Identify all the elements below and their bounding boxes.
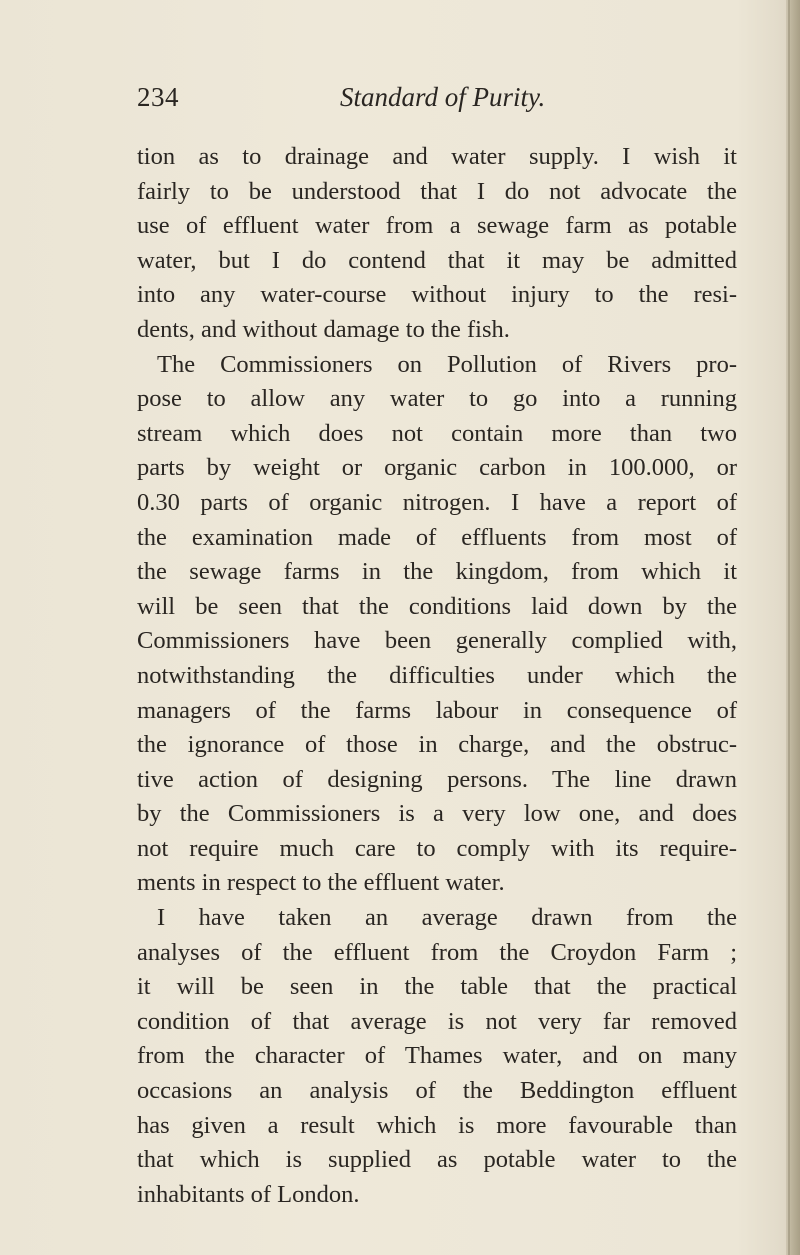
text-line: use of effluent water from a sewage farm as potable <box>137 212 737 240</box>
text-line: by the Commissioners is a very low one, and does <box>137 800 737 828</box>
text-line: parts by weight or organic carbon in 100.000, or <box>137 454 737 482</box>
text-line: into any water-course without injury to the resi- <box>137 281 737 309</box>
text-line: I have taken an average drawn from the <box>157 904 737 932</box>
text-line: not require much care to comply with its require- <box>137 834 737 862</box>
text-line: Commissioners have been generally complied with, <box>137 627 737 655</box>
text-line: it will be seen in the table that the practical <box>137 973 737 1001</box>
text-line: managers of the farms labour in consequence of <box>137 696 737 724</box>
paragraph <box>137 140 737 348</box>
text-line: notwithstanding the difficulties under which the <box>137 661 737 689</box>
text-line: fairly to be understood that I do not advocate the <box>137 177 737 205</box>
text-line: that which is supplied as potable water to the <box>137 1146 737 1174</box>
text-line: ments in respect to the effluent water. <box>137 869 505 897</box>
running-head <box>137 82 737 122</box>
body-text <box>137 140 737 1212</box>
running-title: Standard of Purity. <box>340 82 546 112</box>
text-line: dents, and without damage to the fish. <box>137 315 510 343</box>
page-number: 234 <box>137 82 179 112</box>
text-line: has given a result which is more favourable than <box>137 1111 737 1139</box>
text-line: tion as to drainage and water supply. I wish it <box>137 143 737 170</box>
text-line: stream which does not contain more than two <box>137 419 737 447</box>
text-line: occasions an analysis of the Beddington effluent <box>137 1077 737 1105</box>
paragraph <box>137 348 737 902</box>
text-line: analyses of the effluent from the Croydon Farm ; <box>137 938 737 966</box>
text-line: inhabitants of London. <box>137 1180 360 1208</box>
page-edge-shadow <box>788 0 790 1255</box>
text-line: pose to allow any water to go into a running <box>137 385 737 413</box>
text-line: the ignorance of those in charge, and the obstruc- <box>137 731 737 759</box>
text-line: from the character of Thames water, and on many <box>137 1042 737 1070</box>
text-line: water, but I do contend that it may be admitted <box>137 246 737 274</box>
text-line: the sewage farms in the kingdom, from which it <box>137 558 737 586</box>
text-line: condition of that average is not very far removed <box>137 1007 737 1035</box>
text-line: tive action of designing persons. The line drawn <box>137 765 737 793</box>
text-line: The Commissioners on Pollution of Rivers pro- <box>157 350 737 378</box>
paragraph <box>137 901 737 1212</box>
text-line: 0.30 parts of organic nitrogen. I have a report of <box>137 488 737 516</box>
text-line: will be seen that the conditions laid down by the <box>137 592 737 620</box>
text-line: the examination made of effluents from most of <box>137 523 737 551</box>
